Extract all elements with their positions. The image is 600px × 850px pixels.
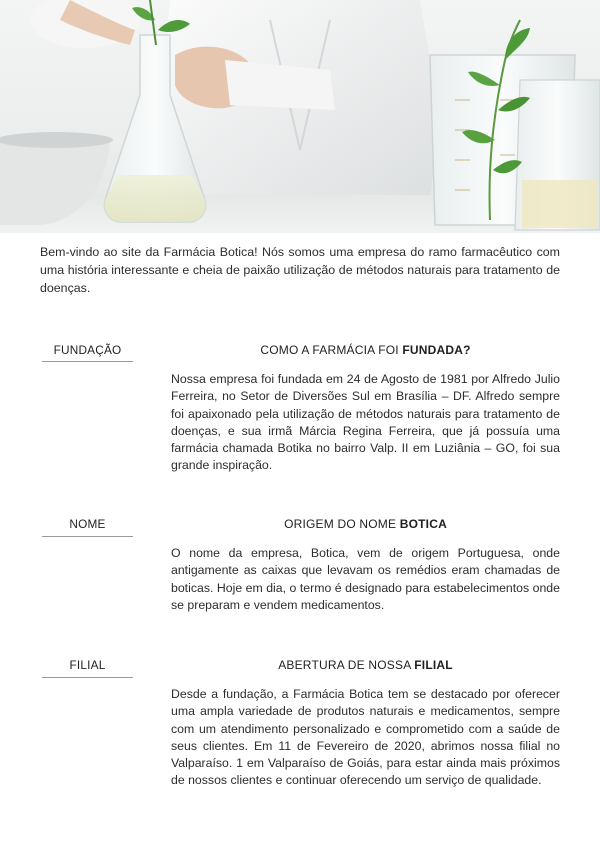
section-heading-bold: FUNDADA? bbox=[402, 343, 471, 357]
section-heading bbox=[171, 658, 560, 672]
section-label-divider bbox=[42, 677, 133, 678]
section-body: Nossa empresa foi fundada em 24 de Agosto de 1981 por Alfredo Julio Ferreira, no Setor de Diversões Sul em Brasília – DF. Alfredo sempre foi apaixonado pela utilização de métodos naturais para tratamento de doenças, e sua irmã Márcia Regina Ferreira, que já possuía uma farmácia chamada Botika no bairro Valp. II em Luziânia – GO, foi sua grande inspiração. bbox=[171, 372, 560, 473]
section-label-divider bbox=[42, 536, 133, 537]
flask-plant-image bbox=[0, 0, 600, 233]
section-heading-bold: BOTICA bbox=[399, 517, 447, 531]
section-body: Desde a fundação, a Farmácia Botica tem se destacado por oferecer uma ampla variedade de produtos naturais e medicamentos, sempre com um atendimento personalizado e comprometido com a saúde de seus clientes. Em 11 de Fevereiro de 2020, abrimos nossa filial no Valparaíso. 1 em Valparaíso de Goiás, para estar ainda mais próximos de nossos clientes e continuar oferecendo um serviço de qualidade. bbox=[171, 687, 560, 788]
section-heading-bold: FILIAL bbox=[414, 658, 453, 672]
section-label: FUNDAÇÃO bbox=[53, 343, 122, 357]
section-body: O nome da empresa, Botica, vem de origem Portuguesa, onde antigamente as caixas que levavam os remédios eram chamadas de boticas. Hoje em dia, o termo é designado para estabelecimentos onde se preparam e vendem medicamentos. bbox=[171, 546, 560, 612]
section-heading-text: ABERTURA DE NOSSA bbox=[278, 658, 415, 672]
intro-text: Bem-vindo ao site da Farmácia Botica! Nós somos uma empresa do ramo farmacêutico com uma história interessante e cheia de paixão utilização de métodos naturais para tratamento de doenças. bbox=[40, 245, 560, 295]
hero-image bbox=[0, 0, 600, 233]
section-heading-text: COMO A FARMÁCIA FOI bbox=[260, 343, 403, 357]
section-label-divider bbox=[42, 361, 133, 362]
section-heading bbox=[171, 517, 560, 531]
section-label: NOME bbox=[69, 517, 106, 531]
section-heading-text: ORIGEM DO NOME bbox=[284, 517, 400, 531]
section-heading bbox=[171, 343, 560, 357]
section-label: FILIAL bbox=[69, 658, 106, 672]
